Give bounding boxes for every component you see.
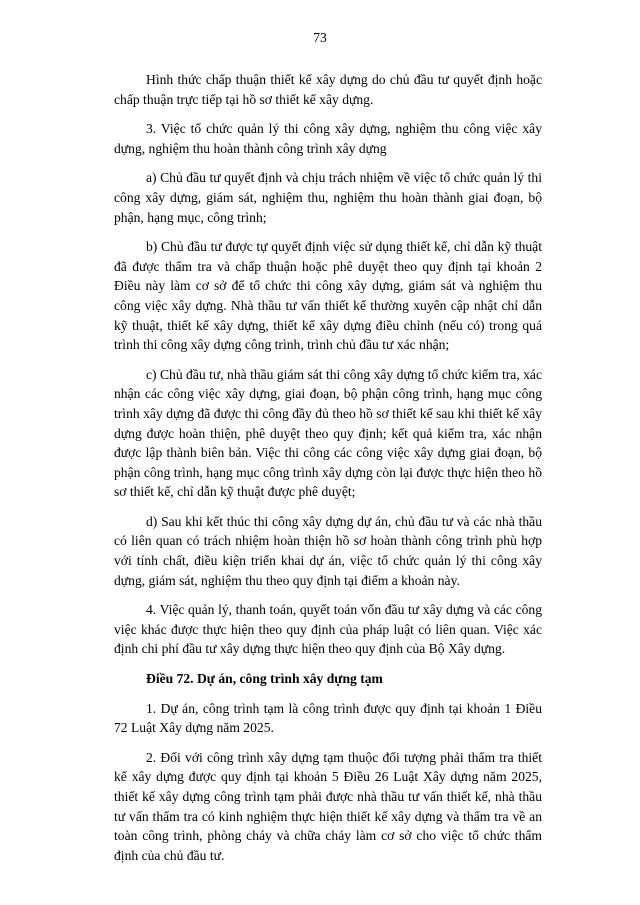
paragraph: a) Chủ đầu tư quyết định và chịu trách nhiệm về việc tổ chức quản lý thi công xây dựng, giám sát, nghiệm thu, nghiệm thu hoàn thành giai đoạn, bộ phận, hạng mục, công trình; xyxy=(114,170,542,225)
paragraph: 4. Việc quản lý, thanh toán, quyết toán vốn đầu tư xây dựng và các công việc khác được thực hiện theo quy định của pháp luật có liên quan. Việc xác định chi phí đầu tư xây dựng thực hiện theo quy định của Bộ Xây dựng. xyxy=(114,602,542,657)
article-heading: Điều 72. Dự án, công trình xây dựng tạm xyxy=(146,671,383,687)
page-number: 73 xyxy=(313,30,327,45)
document-body xyxy=(114,70,542,875)
paragraph: Hình thức chấp thuận thiết kế xây dựng do chủ đầu tư quyết định hoặc chấp thuận trực tiếp tại hồ sơ thiết kế xây dựng. xyxy=(114,72,542,107)
paragraph: 1. Dự án, công trình tạm là công trình được quy định tại khoản 1 Điều 72 Luật Xây dựng năm 2025. xyxy=(114,700,542,736)
paragraph: 2. Đối với công trình xây dựng tạm thuộc đối tượng phải thẩm tra thiết kế xây dựng được quy định tại khoản 5 Điều 26 Luật Xây dựng năm 2025, thiết kế xây dựng công trình tạm phải được nhà thầu tư vấn thiết kế, nhà thầu tư vấn thẩm tra có kinh nghiệm thực hiện thiết kế xây dựng và thẩm tra về an toàn công trình, phòng cháy và chữa cháy làm cơ sở cho việc tổ chức thẩm định của chủ đầu tư. xyxy=(114,749,542,863)
paragraph: 3. Việc tổ chức quản lý thi công xây dựng, nghiệm thu công việc xây dựng, nghiệm thu hoàn thành công trình xây dựng xyxy=(114,121,542,156)
paragraph: c) Chủ đầu tư, nhà thầu giám sát thi công xây dựng tổ chức kiểm tra, xác nhận các công việc xây dựng, giai đoạn, bộ phận công trình, hạng mục công trình xây dựng đã được thi công đầy đủ theo hồ sơ thiết kế sau khi thiết kế xây dựng được hoàn thiện, phê duyệt theo quy định; kết quả kiểm tra, xác nhận được lập thành biên bản. Việc thi công các công việc xây dựng giai đoạn, bộ phận công trình, hạng mục công trình xây dựng còn lại được thực hiện theo hồ sơ thiết kế, chỉ dẫn kỹ thuật được phê duyệt; xyxy=(114,366,542,500)
paragraph: d) Sau khi kết thúc thi công xây dựng dự án, chủ đầu tư và các nhà thầu có liên quan có trách nhiệm hoàn thiện hồ sơ hoàn thành công trình phù hợp với tính chất, điều kiện triển khai dự án, việc tổ chức quản lý thi công xây dựng, giám sát, nghiệm thu theo quy định tại điểm a khoản này. xyxy=(114,513,542,588)
paragraph: b) Chủ đầu tư được tự quyết định việc sử dụng thiết kế, chỉ dẫn kỹ thuật đã được thẩm tra và chấp thuận hoặc phê duyệt theo quy định tại khoản 2 Điều này làm cơ sở để tổ chức thi công xây dựng, giám sát và nghiệm thu công việc xây dựng. Nhà thầu tư vấn thiết kế thường xuyên cập nhật chỉ dẫn kỹ thuật, thiết kế xây dựng, thiết kế xây dựng điều chỉnh (nếu có) trong quá trình thi công xây dựng công trình, trình chủ đầu tư xác nhận; xyxy=(114,239,542,353)
